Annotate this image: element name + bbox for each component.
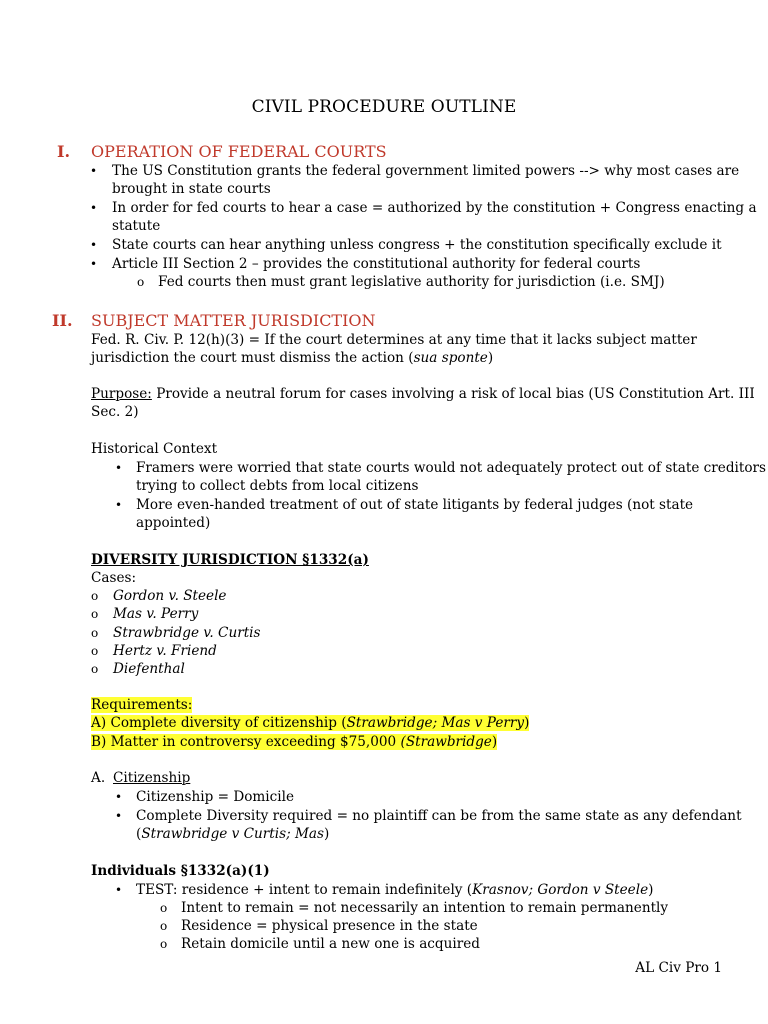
circle-bullet-icon: o <box>160 919 168 933</box>
section-heading: OPERATION OF FEDERAL COURTS <box>91 142 387 161</box>
list-item-text: appointed) <box>136 515 211 531</box>
list-item-text: TEST: residence + intent to remain indefinitely (Krasnov; Gordon v Steele) <box>136 882 654 898</box>
bullet-icon: • <box>115 809 123 823</box>
list-item-text: State courts can hear anything unless congress + the constitution specifically exclude it <box>112 237 722 253</box>
cases-label: Cases: <box>91 570 137 586</box>
section-number: I. <box>57 142 71 161</box>
circle-bullet-icon: o <box>91 644 99 658</box>
sub-list-item-text: Intent to remain = not necessarily an intention to remain permanently <box>181 900 669 916</box>
circle-bullet-icon: o <box>137 275 145 289</box>
requirements-label: Requirements: <box>91 697 193 713</box>
bullet-icon: • <box>115 883 123 897</box>
page-footer: AL Civ Pro 1 <box>635 960 722 976</box>
page-title: CIVIL PROCEDURE OUTLINE <box>251 97 517 117</box>
list-item-text: statute <box>112 218 161 234</box>
subsection-heading: Individuals §1332(a)(1) <box>91 863 270 879</box>
citizenship-heading: Citizenship <box>113 770 191 786</box>
list-item-text: In order for fed courts to hear a case = authorized by the constitution + Congress enacting a <box>112 200 757 216</box>
rule-text: Fed. R. Civ. P. 12(h)(3) = If the court determines at any time that it lacks subject matter <box>91 332 697 348</box>
circle-bullet-icon: o <box>160 901 168 915</box>
section-number: II. <box>52 311 73 330</box>
case-name: Hertz v. Friend <box>113 643 217 659</box>
bullet-icon: • <box>90 164 98 178</box>
bullet-icon: • <box>90 257 98 271</box>
circle-bullet-icon: o <box>91 589 99 603</box>
case-name: Diefenthal <box>113 661 185 677</box>
circle-bullet-icon: o <box>91 626 99 640</box>
list-item-text: Citizenship = Domicile <box>136 789 295 805</box>
list-item-text: More even-handed treatment of out of state litigants by federal judges (not state <box>136 497 694 513</box>
requirement-b: B) Matter in controversy exceeding $75,000 (Strawbridge) <box>91 734 498 750</box>
sub-list-item-text: Retain domicile until a new one is acquired <box>181 936 480 952</box>
circle-bullet-icon: o <box>160 937 168 951</box>
list-item-text: trying to collect debts from local citizens <box>136 478 419 494</box>
purpose-label: Purpose: <box>91 386 152 402</box>
purpose-text: Purpose: Provide a neutral forum for cases involving a risk of local bias (US Constitution Art. III <box>91 386 755 402</box>
list-item-text: (Strawbridge v Curtis; Mas) <box>136 826 330 842</box>
rule-text: jurisdiction the court must dismiss the action (sua sponte) <box>91 350 494 366</box>
circle-bullet-icon: o <box>91 662 99 676</box>
list-item-text: Complete Diversity required = no plaintiff can be from the same state as any defendant <box>136 808 742 824</box>
case-name: Mas v. Perry <box>113 606 199 622</box>
purpose-text: Sec. 2) <box>91 404 139 420</box>
bullet-icon: • <box>115 461 123 475</box>
list-item-text: brought in state courts <box>112 181 271 197</box>
list-item-text: Article III Section 2 – provides the constitutional authority for federal courts <box>112 256 641 272</box>
subsection-heading: DIVERSITY JURISDICTION §1332(a) <box>91 552 369 568</box>
list-item-text: Framers were worried that state courts would not adequately protect out of state creditors <box>136 460 767 476</box>
bullet-icon: • <box>90 201 98 215</box>
requirement-a: A) Complete diversity of citizenship (Strawbridge; Mas v Perry) <box>91 715 530 731</box>
circle-bullet-icon: o <box>91 607 99 621</box>
section-heading: SUBJECT MATTER JURISDICTION <box>91 311 376 330</box>
case-name: Gordon v. Steele <box>113 588 227 604</box>
case-name: Strawbridge v. Curtis <box>113 625 261 641</box>
historical-context-label: Historical Context <box>91 441 218 457</box>
outline-letter: A. <box>91 770 106 786</box>
bullet-icon: • <box>90 238 98 252</box>
bullet-icon: • <box>115 790 123 804</box>
list-item-text: The US Constitution grants the federal government limited powers --> why most cases are <box>112 163 740 179</box>
sub-list-item-text: Fed courts then must grant legislative authority for jurisdiction (i.e. SMJ) <box>158 274 665 290</box>
bullet-icon: • <box>115 498 123 512</box>
sub-list-item-text: Residence = physical presence in the state <box>181 918 478 934</box>
